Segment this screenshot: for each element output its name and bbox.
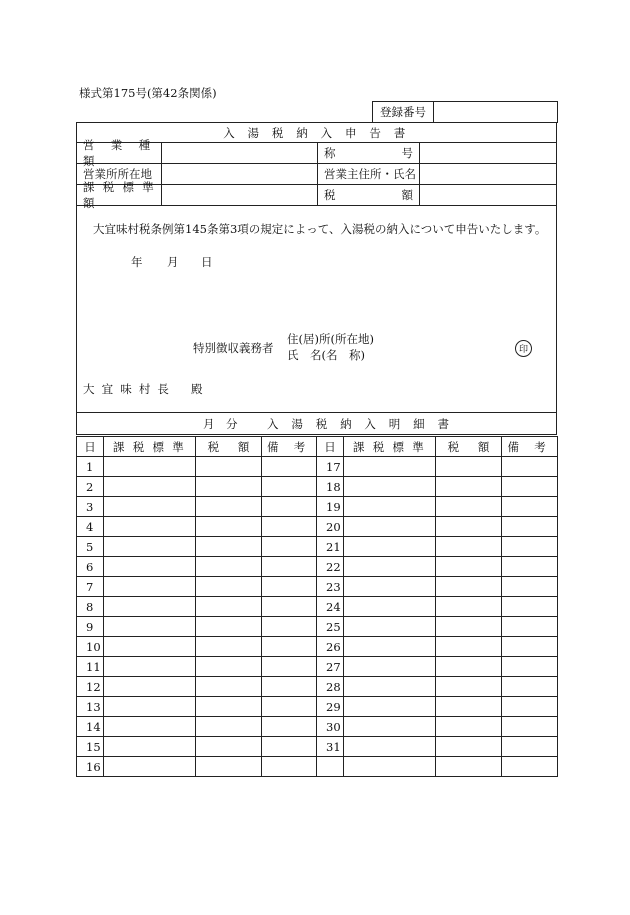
day-right-cell: 18 — [317, 477, 344, 497]
owner-address-name-text: 営業主住所・氏名 — [324, 167, 416, 181]
date-year: 年 — [131, 255, 143, 269]
tax-base-right-cell[interactable] — [344, 657, 436, 677]
day-right-cell: 28 — [317, 677, 344, 697]
header-remarks-left: 備 考 — [262, 437, 317, 457]
table-row — [77, 577, 558, 597]
day-left-cell: 14 — [77, 717, 104, 737]
tax-amount-right-cell[interactable] — [436, 537, 502, 557]
tax-amount-left-cell[interactable] — [196, 737, 262, 757]
tax-base-left-cell[interactable] — [104, 637, 196, 657]
day-right-cell: 25 — [317, 617, 344, 637]
remarks-left-cell[interactable] — [262, 477, 317, 497]
remarks-right-cell[interactable] — [502, 697, 558, 717]
tax-base-right-cell[interactable] — [344, 617, 436, 637]
owner-address-name-label — [317, 164, 419, 184]
tax-amount-left-cell[interactable] — [196, 597, 262, 617]
header-day-right: 日 — [317, 437, 344, 457]
tax-base-right-cell[interactable] — [344, 477, 436, 497]
tax-base-left-cell[interactable] — [104, 557, 196, 577]
table-row — [77, 517, 558, 537]
detail-table-body — [77, 437, 558, 777]
office-address-label: 営業所所在地 — [83, 167, 152, 181]
table-row — [77, 697, 558, 717]
remarks-left-cell[interactable] — [262, 737, 317, 757]
header-tax-base-right: 課 税 標 準 — [344, 437, 436, 457]
header-day-left: 日 — [77, 437, 104, 457]
trade-name-label-2: 号 — [401, 146, 413, 160]
day-right-cell: 21 — [317, 537, 344, 557]
tax-amount-right-cell[interactable] — [436, 677, 502, 697]
day-right-cell: 27 — [317, 657, 344, 677]
remarks-right-cell[interactable] — [502, 577, 558, 597]
remarks-left-cell[interactable] — [262, 457, 317, 477]
tax-base-left-cell[interactable] — [104, 577, 196, 597]
table-row — [77, 557, 558, 577]
day-right-cell — [317, 757, 344, 777]
tax-amount-right-cell[interactable] — [436, 597, 502, 617]
tax-base-field[interactable] — [161, 185, 318, 205]
tax-amount-left-cell[interactable] — [196, 717, 262, 737]
business-type-field[interactable] — [161, 143, 318, 163]
day-left-cell: 4 — [77, 517, 104, 537]
header-tax-amount-right: 税 額 — [436, 437, 502, 457]
remarks-left-cell[interactable] — [262, 517, 317, 537]
detail-table — [76, 436, 558, 777]
remarks-right-cell[interactable] — [502, 657, 558, 677]
tax-base-left-cell[interactable] — [104, 617, 196, 637]
tax-base-left-cell[interactable] — [104, 497, 196, 517]
tax-base-right-cell[interactable] — [344, 497, 436, 517]
remarks-right-cell[interactable] — [502, 517, 558, 537]
tax-base-left-cell[interactable] — [104, 477, 196, 497]
tax-base-right-cell[interactable] — [344, 537, 436, 557]
remarks-left-cell[interactable] — [262, 537, 317, 557]
table-row — [77, 677, 558, 697]
tax-base-label: 課 税 標 準 額 — [83, 180, 157, 210]
tax-amount-left-cell[interactable] — [196, 757, 262, 777]
tax-amount-right-cell[interactable] — [436, 657, 502, 677]
tax-base-right-cell[interactable] — [344, 757, 436, 777]
registration-number-table — [372, 101, 558, 123]
tax-base-right-cell[interactable] — [344, 457, 436, 477]
table-row — [77, 457, 558, 477]
day-right-cell: 23 — [317, 577, 344, 597]
tax-base-left-cell[interactable] — [104, 657, 196, 677]
tax-base-left-cell[interactable] — [104, 737, 196, 757]
table-row — [77, 757, 558, 777]
detail-header-row — [77, 437, 558, 457]
remarks-left-cell[interactable] — [262, 637, 317, 657]
tax-base-right-cell[interactable] — [344, 677, 436, 697]
remarks-right-cell[interactable] — [502, 677, 558, 697]
remarks-left-cell[interactable] — [262, 657, 317, 677]
remarks-right-cell[interactable] — [502, 717, 558, 737]
table-row — [77, 717, 558, 737]
remarks-right-cell[interactable] — [502, 477, 558, 497]
day-right-cell: 20 — [317, 517, 344, 537]
day-left-cell: 8 — [77, 597, 104, 617]
tax-amount-right-cell[interactable] — [436, 637, 502, 657]
tax-amount-field[interactable] — [419, 185, 556, 205]
name-label: 氏 名(名 称) — [287, 348, 365, 362]
header-tax-base-left: 課 税 標 準 — [104, 437, 196, 457]
tax-amount-left-cell[interactable] — [196, 697, 262, 717]
detail-title-month: 月 分 — [203, 416, 238, 431]
remarks-left-cell[interactable] — [262, 577, 317, 597]
day-right-cell: 22 — [317, 557, 344, 577]
table-row — [77, 657, 558, 677]
tax-amount-right-cell[interactable] — [436, 477, 502, 497]
tax-base-right-cell[interactable] — [344, 557, 436, 577]
remarks-right-cell[interactable] — [502, 597, 558, 617]
table-row — [77, 597, 558, 617]
tax-amount-left-cell[interactable] — [196, 537, 262, 557]
seal-icon: 印 — [515, 340, 532, 357]
tax-amount-label — [317, 185, 419, 205]
tax-amount-right-cell[interactable] — [436, 757, 502, 777]
header-tax-amount-left: 税 額 — [196, 437, 262, 457]
registration-number-label: 登録番号 — [373, 102, 434, 123]
day-left-cell: 7 — [77, 577, 104, 597]
table-row — [77, 637, 558, 657]
remarks-right-cell[interactable] — [502, 497, 558, 517]
remarks-left-cell[interactable] — [262, 677, 317, 697]
remarks-left-cell[interactable] — [262, 557, 317, 577]
tax-base-right-cell[interactable] — [344, 517, 436, 537]
tax-amount-right-cell[interactable] — [436, 457, 502, 477]
tax-base-left-cell[interactable] — [104, 457, 196, 477]
tax-base-right-cell[interactable] — [344, 737, 436, 757]
table-row — [77, 617, 558, 637]
business-type-label: 営 業 種 類 — [83, 138, 157, 168]
office-address-field[interactable] — [161, 164, 318, 184]
date-day: 日 — [201, 255, 213, 269]
tax-amount-left-cell[interactable] — [196, 617, 262, 637]
tax-amount-left-cell[interactable] — [196, 577, 262, 597]
tax-amount-right-cell[interactable] — [436, 717, 502, 737]
addressee-honorific: 殿 — [191, 382, 203, 396]
day-left-cell: 13 — [77, 697, 104, 717]
remarks-left-cell[interactable] — [262, 617, 317, 637]
tax-amount-left-cell[interactable] — [196, 557, 262, 577]
tax-amount-left-cell[interactable] — [196, 457, 262, 477]
tax-base-left-cell[interactable] — [104, 717, 196, 737]
tax-amount-right-cell[interactable] — [436, 737, 502, 757]
tax-amount-left-cell[interactable] — [196, 637, 262, 657]
header-remarks-right: 備 考 — [502, 437, 558, 457]
day-left-cell: 2 — [77, 477, 104, 497]
day-left-cell: 10 — [77, 637, 104, 657]
remarks-left-cell[interactable] — [262, 497, 317, 517]
tax-amount-right-cell[interactable] — [436, 617, 502, 637]
tax-amount-left-cell[interactable] — [196, 657, 262, 677]
tax-base-left-cell[interactable] — [104, 677, 196, 697]
owner-address-name-field[interactable] — [419, 164, 556, 184]
table-row — [77, 477, 558, 497]
registration-number-field[interactable] — [434, 102, 558, 123]
table-row — [77, 737, 558, 757]
tax-amount-right-cell[interactable] — [436, 497, 502, 517]
collector-label: 特別徴収義務者 — [193, 341, 274, 355]
day-left-cell: 9 — [77, 617, 104, 637]
tax-base-left-cell[interactable] — [104, 757, 196, 777]
tax-base-right-cell[interactable] — [344, 597, 436, 617]
day-left-cell: 6 — [77, 557, 104, 577]
day-right-cell: 29 — [317, 697, 344, 717]
trade-name-field[interactable] — [419, 143, 556, 163]
form-label: 様式第175号(第42条関係) — [79, 86, 217, 100]
remarks-right-cell[interactable] — [502, 457, 558, 477]
tax-base-right-cell[interactable] — [344, 637, 436, 657]
date-month: 月 — [167, 255, 179, 269]
tax-amount-label-2: 額 — [401, 188, 413, 202]
declaration-form — [76, 122, 557, 435]
addressee: 大 宜 味 村 長 — [83, 382, 171, 396]
remarks-left-cell[interactable] — [262, 597, 317, 617]
trade-name-label-1: 称 — [324, 146, 336, 160]
tax-amount-left-cell[interactable] — [196, 677, 262, 697]
trade-name-label — [317, 143, 419, 163]
tax-base-left-cell[interactable] — [104, 537, 196, 557]
tax-amount-left-cell[interactable] — [196, 477, 262, 497]
remarks-right-cell[interactable] — [502, 557, 558, 577]
day-left-cell: 1 — [77, 457, 104, 477]
declaration-body — [77, 206, 556, 413]
table-row — [77, 497, 558, 517]
day-left-cell: 12 — [77, 677, 104, 697]
tax-amount-left-cell[interactable] — [196, 497, 262, 517]
tax-base-right-cell[interactable] — [344, 577, 436, 597]
day-right-cell: 19 — [317, 497, 344, 517]
remarks-right-cell[interactable] — [502, 537, 558, 557]
tax-amount-right-cell[interactable] — [436, 697, 502, 717]
detail-title: 入 湯 税 納 入 明 細 書 — [267, 416, 454, 431]
remarks-left-cell[interactable] — [262, 757, 317, 777]
remarks-right-cell[interactable] — [502, 637, 558, 657]
tax-amount-right-cell[interactable] — [436, 557, 502, 577]
tax-base-left-cell[interactable] — [104, 597, 196, 617]
remarks-right-cell[interactable] — [502, 737, 558, 757]
tax-base-left-cell[interactable] — [104, 517, 196, 537]
day-right-cell: 31 — [317, 737, 344, 757]
tax-amount-right-cell[interactable] — [436, 517, 502, 537]
remarks-left-cell[interactable] — [262, 717, 317, 737]
day-right-cell: 30 — [317, 717, 344, 737]
tax-base-left-cell[interactable] — [104, 697, 196, 717]
day-left-cell: 15 — [77, 737, 104, 757]
table-row — [77, 537, 558, 557]
tax-base-right-cell[interactable] — [344, 717, 436, 737]
remarks-right-cell[interactable] — [502, 617, 558, 637]
remarks-left-cell[interactable] — [262, 697, 317, 717]
tax-base-right-cell[interactable] — [344, 697, 436, 717]
day-left-cell: 5 — [77, 537, 104, 557]
address-label: 住(居)所(所在地) — [287, 332, 374, 346]
tax-amount-right-cell[interactable] — [436, 577, 502, 597]
day-left-cell: 16 — [77, 757, 104, 777]
tax-amount-left-cell[interactable] — [196, 517, 262, 537]
declaration-title: 入 湯 税 納 入 申 告 書 — [223, 125, 410, 140]
day-right-cell: 24 — [317, 597, 344, 617]
day-left-cell: 3 — [77, 497, 104, 517]
day-left-cell: 11 — [77, 657, 104, 677]
day-right-cell: 17 — [317, 457, 344, 477]
declaration-statement: 大宜味村税条例第145条第3項の規定によって、入湯税の納入について申告いたします。 — [93, 222, 547, 236]
remarks-right-cell[interactable] — [502, 757, 558, 777]
tax-amount-label-1: 税 — [324, 188, 336, 202]
day-right-cell: 26 — [317, 637, 344, 657]
